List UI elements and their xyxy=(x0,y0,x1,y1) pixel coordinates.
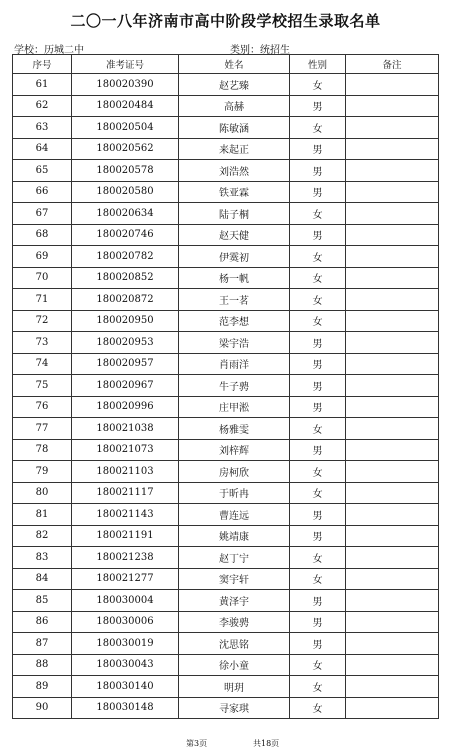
cell-gender: 女 xyxy=(290,310,346,332)
cell-exam-number: 180020852 xyxy=(72,267,179,289)
cell-remarks xyxy=(346,439,439,461)
cell-remarks xyxy=(346,396,439,418)
cell-index: 86 xyxy=(13,611,72,633)
table-row xyxy=(13,267,439,289)
cell-index: 66 xyxy=(13,181,72,203)
cell-exam-number: 180020746 xyxy=(72,224,179,246)
cell-name: 陆子桐 xyxy=(179,203,290,225)
cell-remarks xyxy=(346,375,439,397)
cell-name: 肖雨洋 xyxy=(179,353,290,375)
table-row xyxy=(13,203,439,225)
table-row xyxy=(13,676,439,698)
cell-exam-number: 180020872 xyxy=(72,289,179,311)
cell-index: 82 xyxy=(13,525,72,547)
cell-remarks xyxy=(346,246,439,268)
cell-name: 李骏骋 xyxy=(179,611,290,633)
cell-name: 刘梓辉 xyxy=(179,439,290,461)
cell-exam-number: 180030043 xyxy=(72,654,179,676)
table-row xyxy=(13,525,439,547)
table-row xyxy=(13,95,439,117)
cell-exam-number: 180020782 xyxy=(72,246,179,268)
cell-gender: 女 xyxy=(290,568,346,590)
cell-remarks xyxy=(346,181,439,203)
table-row xyxy=(13,439,439,461)
header-name: 姓名 xyxy=(179,55,290,74)
cell-name: 黄泽宇 xyxy=(179,590,290,612)
cell-name: 窦宇轩 xyxy=(179,568,290,590)
cell-gender: 男 xyxy=(290,160,346,182)
cell-exam-number: 180021117 xyxy=(72,482,179,504)
cell-gender: 男 xyxy=(290,590,346,612)
cell-name: 明玥 xyxy=(179,676,290,698)
table-row xyxy=(13,353,439,375)
cell-exam-number: 180020967 xyxy=(72,375,179,397)
cell-remarks xyxy=(346,568,439,590)
cell-gender: 男 xyxy=(290,439,346,461)
cell-name: 杨一帆 xyxy=(179,267,290,289)
cell-index: 76 xyxy=(13,396,72,418)
page-title: 二〇一八年济南市高中阶段学校招生录取名单 xyxy=(70,12,381,30)
category-label: 类别：统招生 xyxy=(230,45,290,56)
cell-index: 64 xyxy=(13,138,72,160)
table-row xyxy=(13,160,439,182)
cell-remarks xyxy=(346,95,439,117)
cell-gender: 男 xyxy=(290,396,346,418)
cell-gender: 女 xyxy=(290,246,346,268)
cell-index: 69 xyxy=(13,246,72,268)
cell-gender: 男 xyxy=(290,611,346,633)
cell-exam-number: 180021277 xyxy=(72,568,179,590)
cell-name: 牛子骋 xyxy=(179,375,290,397)
cell-index: 85 xyxy=(13,590,72,612)
cell-name: 赵丁宁 xyxy=(179,547,290,569)
cell-remarks xyxy=(346,654,439,676)
table-row xyxy=(13,547,439,569)
cell-gender: 男 xyxy=(290,95,346,117)
table-row xyxy=(13,461,439,483)
table-row xyxy=(13,289,439,311)
cell-remarks xyxy=(346,633,439,655)
cell-index: 68 xyxy=(13,224,72,246)
cell-name: 刘浩然 xyxy=(179,160,290,182)
cell-exam-number: 180021191 xyxy=(72,525,179,547)
cell-exam-number: 180020953 xyxy=(72,332,179,354)
cell-name: 来起正 xyxy=(179,138,290,160)
table-row xyxy=(13,117,439,139)
cell-exam-number: 180020562 xyxy=(72,138,179,160)
cell-index: 67 xyxy=(13,203,72,225)
cell-gender: 男 xyxy=(290,353,346,375)
cell-remarks xyxy=(346,482,439,504)
cell-remarks xyxy=(346,74,439,96)
cell-remarks xyxy=(346,504,439,526)
table-row xyxy=(13,224,439,246)
cell-remarks xyxy=(346,461,439,483)
cell-exam-number: 180020950 xyxy=(72,310,179,332)
cell-gender: 男 xyxy=(290,224,346,246)
cell-name: 陈敏涵 xyxy=(179,117,290,139)
table-row xyxy=(13,181,439,203)
cell-remarks xyxy=(346,267,439,289)
table-row xyxy=(13,418,439,440)
table-row xyxy=(13,74,439,96)
cell-gender: 男 xyxy=(290,375,346,397)
table-row xyxy=(13,697,439,719)
cell-index: 75 xyxy=(13,375,72,397)
cell-remarks xyxy=(346,289,439,311)
cell-name: 王一茗 xyxy=(179,289,290,311)
cell-index: 71 xyxy=(13,289,72,311)
cell-gender: 男 xyxy=(290,633,346,655)
cell-name: 梁宇浩 xyxy=(179,332,290,354)
cell-gender: 女 xyxy=(290,117,346,139)
cell-gender: 男 xyxy=(290,504,346,526)
cell-gender: 女 xyxy=(290,461,346,483)
table-row xyxy=(13,138,439,160)
cell-gender: 女 xyxy=(290,74,346,96)
cell-name: 于昕冉 xyxy=(179,482,290,504)
cell-name: 寻家琪 xyxy=(179,697,290,719)
cell-remarks xyxy=(346,310,439,332)
cell-index: 81 xyxy=(13,504,72,526)
cell-name: 赵艺臻 xyxy=(179,74,290,96)
cell-remarks xyxy=(346,676,439,698)
cell-index: 88 xyxy=(13,654,72,676)
header-gender: 性别 xyxy=(290,55,346,74)
cell-name: 范李想 xyxy=(179,310,290,332)
cell-exam-number: 180021143 xyxy=(72,504,179,526)
cell-index: 77 xyxy=(13,418,72,440)
table-row xyxy=(13,482,439,504)
cell-remarks xyxy=(346,224,439,246)
cell-gender: 女 xyxy=(290,482,346,504)
cell-exam-number: 180021038 xyxy=(72,418,179,440)
cell-remarks xyxy=(346,418,439,440)
cell-gender: 男 xyxy=(290,332,346,354)
cell-exam-number: 180030019 xyxy=(72,633,179,655)
cell-gender: 女 xyxy=(290,654,346,676)
cell-exam-number: 180020634 xyxy=(72,203,179,225)
cell-exam-number: 180021238 xyxy=(72,547,179,569)
cell-name: 曹连远 xyxy=(179,504,290,526)
table-row xyxy=(13,375,439,397)
cell-remarks xyxy=(346,547,439,569)
cell-index: 83 xyxy=(13,547,72,569)
cell-remarks xyxy=(346,353,439,375)
table-row xyxy=(13,611,439,633)
cell-exam-number: 180020996 xyxy=(72,396,179,418)
table-row xyxy=(13,310,439,332)
cell-gender: 男 xyxy=(290,138,346,160)
table-row xyxy=(13,654,439,676)
cell-gender: 女 xyxy=(290,289,346,311)
cell-index: 62 xyxy=(13,95,72,117)
cell-exam-number: 180020484 xyxy=(72,95,179,117)
cell-index: 80 xyxy=(13,482,72,504)
page-total: 共18页 xyxy=(253,739,280,748)
cell-name: 高赫 xyxy=(179,95,290,117)
cell-exam-number: 180030006 xyxy=(72,611,179,633)
cell-remarks xyxy=(346,697,439,719)
cell-index: 65 xyxy=(13,160,72,182)
cell-exam-number: 180021103 xyxy=(72,461,179,483)
cell-exam-number: 180020390 xyxy=(72,74,179,96)
school-label: 学校：历城二中 xyxy=(14,45,84,56)
table-header-row xyxy=(13,55,439,74)
cell-remarks xyxy=(346,138,439,160)
table-row xyxy=(13,504,439,526)
cell-name: 房柯欣 xyxy=(179,461,290,483)
cell-index: 72 xyxy=(13,310,72,332)
cell-name: 伊霙初 xyxy=(179,246,290,268)
cell-name: 赵天健 xyxy=(179,224,290,246)
cell-remarks xyxy=(346,332,439,354)
cell-name: 沈思铭 xyxy=(179,633,290,655)
page-number: 第3页 xyxy=(186,739,208,748)
table-row xyxy=(13,396,439,418)
cell-gender: 女 xyxy=(290,267,346,289)
cell-exam-number: 180030140 xyxy=(72,676,179,698)
cell-gender: 女 xyxy=(290,676,346,698)
cell-remarks xyxy=(346,203,439,225)
cell-remarks xyxy=(346,117,439,139)
cell-exam-number: 180030004 xyxy=(72,590,179,612)
header-index: 序号 xyxy=(13,55,72,74)
cell-gender: 女 xyxy=(290,418,346,440)
cell-remarks xyxy=(346,525,439,547)
cell-exam-number: 180020580 xyxy=(72,181,179,203)
admission-table xyxy=(12,54,439,719)
cell-exam-number: 180021073 xyxy=(72,439,179,461)
table-row xyxy=(13,633,439,655)
cell-index: 89 xyxy=(13,676,72,698)
cell-remarks xyxy=(346,590,439,612)
table-row xyxy=(13,568,439,590)
cell-index: 84 xyxy=(13,568,72,590)
cell-index: 78 xyxy=(13,439,72,461)
table-body xyxy=(13,74,439,719)
cell-index: 73 xyxy=(13,332,72,354)
cell-index: 90 xyxy=(13,697,72,719)
cell-exam-number: 180020578 xyxy=(72,160,179,182)
cell-exam-number: 180020504 xyxy=(72,117,179,139)
header-remarks: 备注 xyxy=(346,55,439,74)
cell-index: 74 xyxy=(13,353,72,375)
table-row xyxy=(13,332,439,354)
cell-index: 79 xyxy=(13,461,72,483)
cell-exam-number: 180030148 xyxy=(72,697,179,719)
table-row xyxy=(13,590,439,612)
cell-index: 61 xyxy=(13,74,72,96)
cell-gender: 女 xyxy=(290,547,346,569)
table-row xyxy=(13,246,439,268)
header-exam-number: 准考证号 xyxy=(72,55,179,74)
cell-name: 徐小童 xyxy=(179,654,290,676)
cell-gender: 女 xyxy=(290,203,346,225)
cell-gender: 女 xyxy=(290,697,346,719)
cell-index: 63 xyxy=(13,117,72,139)
cell-gender: 男 xyxy=(290,181,346,203)
cell-name: 姚靖康 xyxy=(179,525,290,547)
cell-remarks xyxy=(346,611,439,633)
cell-name: 庄甲淞 xyxy=(179,396,290,418)
cell-gender: 男 xyxy=(290,525,346,547)
cell-index: 70 xyxy=(13,267,72,289)
cell-remarks xyxy=(346,160,439,182)
cell-exam-number: 180020957 xyxy=(72,353,179,375)
cell-name: 铁亚霖 xyxy=(179,181,290,203)
cell-index: 87 xyxy=(13,633,72,655)
cell-name: 杨雅雯 xyxy=(179,418,290,440)
